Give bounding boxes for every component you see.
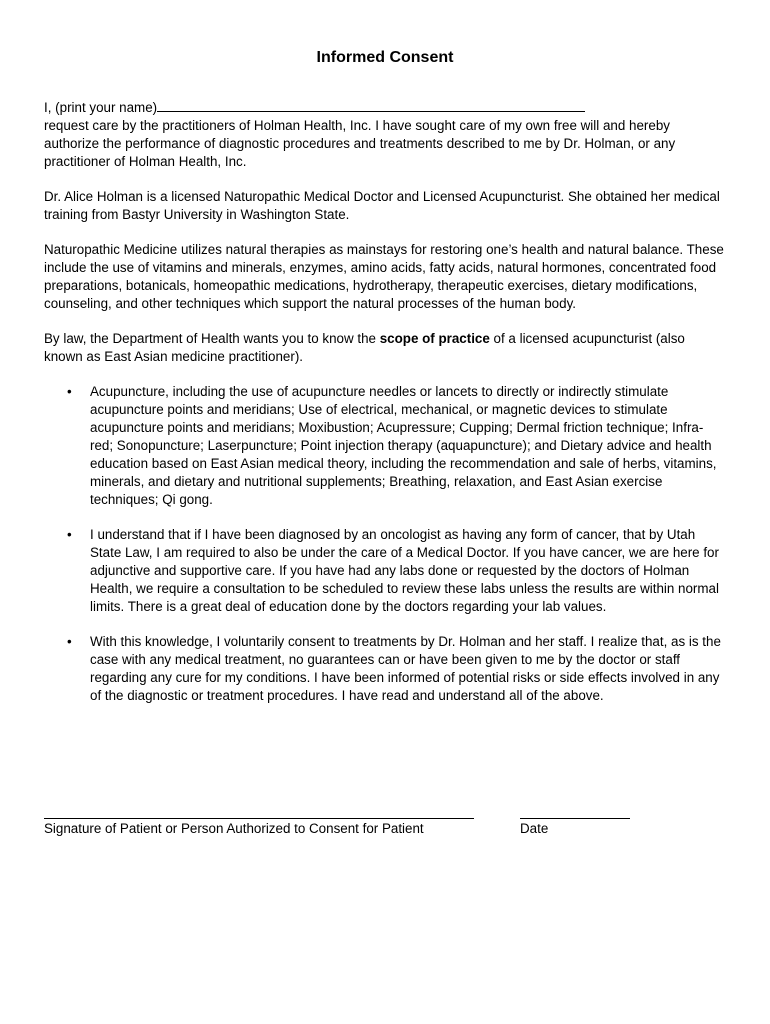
bullet-icon: • [67, 384, 72, 399]
naturopathic-paragraph: Naturopathic Medicine utilizes natural therapies as mainstays for restoring one’s health and natural balance. These include the use of vitamins and minerals, enzymes, amino acids, fatty acids, natural hormones, concentrated food preparations, botanicals, homeopathic medications, hydrotherapy, therapeutic exercises, dietary modifications, counseling, and other techniques which support the natural processes of the human body. [44, 242, 724, 311]
bullet-text: Acupuncture, including the use of acupuncture needles or lancets to directly or indirectly stimulate acupuncture points and meridians; Use of electrical, mechanical, or magnetic devices to stimulate acupuncture points and meridians; Moxibustion; Acupressure; Cupping; Dermal friction technique; Infra-red; Sonopuncture; Laserpuncture; Point injection therapy (aquapuncture); and Dietary advice and health education based on East Asian medical theory, including the recommendation and sale of herbs, vitamins, minerals, and dietary and nutritional supplements; Breathing, relaxation, and East Asian exercise techniques; Qi gong. [90, 384, 717, 507]
signature-label: Signature of Patient or Person Authorized to Consent for Patient [44, 821, 424, 836]
scope-paragraph [44, 330, 726, 366]
bullet-icon: • [67, 634, 72, 649]
print-name-field[interactable] [157, 98, 585, 112]
page-title: Informed Consent [316, 49, 454, 66]
name-prompt: I, (print your name) [44, 100, 158, 115]
signature-field[interactable] [44, 800, 474, 819]
bullet-text: I understand that if I have been diagnosed by an oncologist as having any form of cancer, that by Utah State Law, I am required to also be under the care of a Medical Doctor. If you have cancer, we are here for adjunctive and supportive care. If you have had any labs done or requested by the doctors of Holman Health, we require a consultation to be scheduled to review these labs unless the results are within normal limits. There is a great deal of education done by the doctors regarding your lab values. [90, 527, 719, 614]
date-block [520, 800, 630, 838]
scope-of-practice-bold: scope of practice [379, 331, 490, 346]
bullet-text: With this knowledge, I voluntarily consent to treatments by Dr. Holman and her staff. I realize that, as is the case with any medical treatment, no guarantees can or have been given to me by the doctor or staff regarding any cure for my conditions. I have been informed of potential risks or side effects involved in any of the diagnostic or treatment procedures. I have read and understand all of the above. [90, 634, 721, 703]
list-item [44, 383, 726, 509]
date-label: Date [520, 821, 549, 836]
intro-text: request care by the practitioners of Holman Health, Inc. I have sought care of my own free will and hereby authorize the performance of diagnostic procedures and treatments described to me by Dr. Holman, or any practitioner of Holman Health, Inc. [44, 118, 676, 169]
bullet-list [44, 383, 726, 705]
list-item [44, 526, 726, 616]
list-item [44, 633, 726, 705]
date-field[interactable] [520, 800, 630, 819]
scope-text-before: By law, the Department of Health wants you to know the [44, 331, 380, 346]
intro-paragraph [44, 98, 726, 171]
practitioner-paragraph: Dr. Alice Holman is a licensed Naturopathic Medical Doctor and Licensed Acupuncturist. She obtained her medical training from Bastyr University in Washington State. [44, 189, 720, 222]
signature-block [44, 800, 474, 838]
bullet-icon: • [67, 527, 72, 542]
scope-text-after: of a licensed acupuncturist (also known as East Asian medicine practitioner). [44, 331, 685, 364]
signature-area [44, 800, 726, 840]
